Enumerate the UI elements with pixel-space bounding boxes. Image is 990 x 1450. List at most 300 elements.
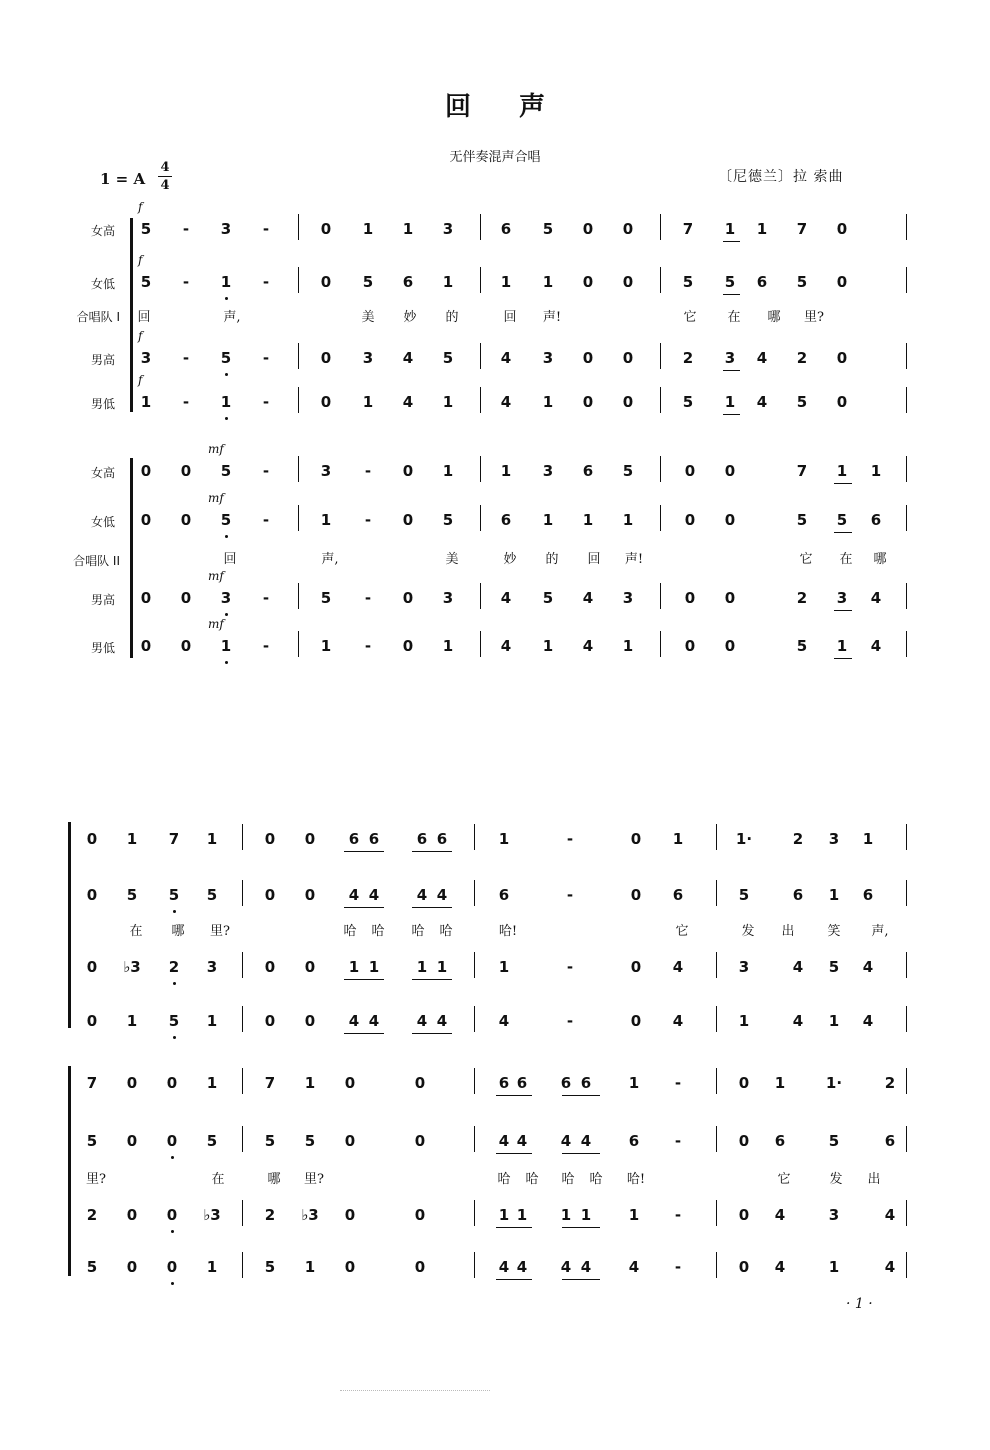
note: 0 bbox=[86, 830, 98, 848]
note: 1 bbox=[542, 273, 554, 291]
note: 1 bbox=[836, 637, 848, 655]
note: 4 bbox=[500, 393, 512, 411]
note: 1 bbox=[738, 1012, 750, 1030]
note: 0 bbox=[724, 462, 736, 480]
voice-label-a: 女低 bbox=[90, 515, 115, 529]
barline bbox=[906, 1200, 907, 1226]
beam-line bbox=[834, 658, 852, 659]
beam-line bbox=[412, 907, 452, 908]
note: 5 bbox=[442, 511, 454, 529]
note: - bbox=[262, 393, 270, 411]
barline bbox=[906, 214, 907, 240]
note: 5 bbox=[140, 273, 152, 291]
note: 4 bbox=[582, 637, 594, 655]
note: 6 bbox=[500, 511, 512, 529]
note: 4 bbox=[756, 349, 768, 367]
note: 0 bbox=[304, 886, 316, 904]
beam-line bbox=[412, 979, 452, 980]
lyric-syllable: 哈 bbox=[343, 924, 357, 939]
beam-line bbox=[723, 414, 740, 415]
note: 1 bbox=[416, 958, 428, 976]
lyric-syllable: 笑 bbox=[827, 924, 841, 939]
note: 0 bbox=[264, 830, 276, 848]
note: 4 bbox=[500, 589, 512, 607]
barline bbox=[474, 1006, 475, 1032]
note: 0 bbox=[414, 1074, 426, 1092]
note: 4 bbox=[348, 1012, 360, 1030]
lyric-syllable: 哪 bbox=[767, 310, 781, 325]
note: 3 bbox=[828, 830, 840, 848]
note: 1 bbox=[320, 511, 332, 529]
note: 1 bbox=[220, 393, 232, 411]
barline bbox=[660, 505, 661, 531]
beam-line bbox=[344, 851, 384, 852]
note: - bbox=[566, 958, 574, 976]
note: 5 bbox=[796, 511, 808, 529]
note: 4 bbox=[582, 589, 594, 607]
note: 1 bbox=[402, 220, 414, 238]
note: 6 bbox=[884, 1132, 896, 1150]
note: 0 bbox=[738, 1074, 750, 1092]
note: 0 bbox=[166, 1074, 178, 1092]
note: 4 bbox=[628, 1258, 640, 1276]
note: 0 bbox=[582, 220, 594, 238]
note: 4 bbox=[560, 1132, 572, 1150]
note: 0 bbox=[402, 637, 414, 655]
barline bbox=[906, 456, 907, 482]
note: 4 bbox=[368, 886, 380, 904]
note: 1 bbox=[836, 462, 848, 480]
note: 1 bbox=[206, 830, 218, 848]
octave-dot bbox=[171, 1230, 174, 1233]
note: 6 bbox=[436, 830, 448, 848]
note: 0 bbox=[126, 1132, 138, 1150]
barline bbox=[298, 505, 299, 531]
note: - bbox=[566, 830, 574, 848]
note: - bbox=[566, 886, 574, 904]
beam-line bbox=[412, 851, 452, 852]
barline bbox=[298, 214, 299, 240]
composer-credit: 〔尼德兰〕拉 索曲 bbox=[718, 169, 844, 185]
note: 0 bbox=[320, 393, 332, 411]
scan-artifact bbox=[340, 1390, 490, 1391]
dynamic-mark: mf bbox=[208, 491, 224, 505]
note: 1 bbox=[304, 1074, 316, 1092]
lyric-syllable: 里? bbox=[86, 1172, 106, 1187]
note: 4 bbox=[792, 958, 804, 976]
note: 1 bbox=[870, 462, 882, 480]
lyric-syllable: 它 bbox=[777, 1172, 791, 1187]
barline bbox=[906, 387, 907, 413]
beam-line bbox=[344, 907, 384, 908]
barline bbox=[716, 952, 717, 978]
note: 3 bbox=[442, 589, 454, 607]
note: 5 bbox=[86, 1258, 98, 1276]
beam-line bbox=[496, 1095, 532, 1096]
note: 6 bbox=[416, 830, 428, 848]
note: - bbox=[364, 511, 372, 529]
note: 6 bbox=[582, 462, 594, 480]
note: 4 bbox=[368, 1012, 380, 1030]
note: 5 bbox=[220, 462, 232, 480]
note: 1· bbox=[735, 830, 753, 848]
voice-label-a: 女低 bbox=[90, 277, 115, 291]
note: ♭3 bbox=[301, 1206, 319, 1224]
beam-line bbox=[562, 1153, 600, 1154]
note: 0 bbox=[582, 393, 594, 411]
note: 4 bbox=[774, 1206, 786, 1224]
barline bbox=[906, 267, 907, 293]
note: - bbox=[364, 637, 372, 655]
note: 7 bbox=[86, 1074, 98, 1092]
note: 2 bbox=[796, 349, 808, 367]
lyric-syllable: 哈 bbox=[561, 1172, 575, 1187]
lyric-syllable: 在 bbox=[211, 1172, 225, 1187]
dynamic-mark: f bbox=[138, 329, 143, 343]
beam-line bbox=[496, 1153, 532, 1154]
note: - bbox=[262, 349, 270, 367]
note: 1 bbox=[672, 830, 684, 848]
note: 1 bbox=[368, 958, 380, 976]
note: 1 bbox=[828, 1012, 840, 1030]
barline bbox=[474, 1068, 475, 1094]
beam-line bbox=[344, 979, 384, 980]
lyric-syllable: 声, bbox=[871, 924, 889, 939]
note: 3 bbox=[442, 220, 454, 238]
note: 5 bbox=[622, 462, 634, 480]
note: 0 bbox=[836, 220, 848, 238]
note: 5 bbox=[304, 1132, 316, 1150]
note: 1 bbox=[362, 393, 374, 411]
note: 5 bbox=[168, 886, 180, 904]
note: 0 bbox=[304, 830, 316, 848]
note: 0 bbox=[140, 589, 152, 607]
choir-label: 合唱队 II bbox=[73, 554, 120, 568]
note: 5 bbox=[724, 273, 736, 291]
note: 7 bbox=[796, 462, 808, 480]
barline bbox=[716, 1252, 717, 1278]
note: 1 bbox=[206, 1012, 218, 1030]
barline bbox=[906, 880, 907, 906]
note: 4 bbox=[672, 1012, 684, 1030]
note: 6 bbox=[628, 1132, 640, 1150]
note: 5 bbox=[442, 349, 454, 367]
note: 6 bbox=[498, 1074, 510, 1092]
note: 1 bbox=[774, 1074, 786, 1092]
note: 5 bbox=[220, 349, 232, 367]
note: - bbox=[182, 393, 190, 411]
note: 6 bbox=[368, 830, 380, 848]
note: 3 bbox=[320, 462, 332, 480]
note: 6 bbox=[348, 830, 360, 848]
lyric-syllable: 哈 bbox=[371, 924, 385, 939]
note: 0 bbox=[630, 958, 642, 976]
note: 7 bbox=[168, 830, 180, 848]
note: 4 bbox=[516, 1258, 528, 1276]
note: 1 bbox=[542, 393, 554, 411]
barline bbox=[298, 583, 299, 609]
barline bbox=[660, 583, 661, 609]
note: 5 bbox=[264, 1132, 276, 1150]
barline bbox=[906, 1126, 907, 1152]
beam-line bbox=[496, 1279, 532, 1280]
lyric-syllable: 它 bbox=[683, 310, 697, 325]
note: 0 bbox=[836, 393, 848, 411]
note: 4 bbox=[516, 1132, 528, 1150]
lyric-syllable: 回 bbox=[137, 310, 151, 325]
note: 6 bbox=[560, 1074, 572, 1092]
barline bbox=[298, 456, 299, 482]
note: 0 bbox=[630, 830, 642, 848]
note: 0 bbox=[304, 958, 316, 976]
note: 0 bbox=[402, 462, 414, 480]
lyric-syllable: 发 bbox=[741, 924, 755, 939]
note: ♭3 bbox=[203, 1206, 221, 1224]
note: - bbox=[262, 462, 270, 480]
note: 7 bbox=[796, 220, 808, 238]
note: 1 bbox=[126, 1012, 138, 1030]
note: 4 bbox=[498, 1132, 510, 1150]
note: 5 bbox=[220, 511, 232, 529]
note: 0 bbox=[166, 1206, 178, 1224]
lyric-syllable: 声, bbox=[321, 552, 339, 567]
note: 5 bbox=[168, 1012, 180, 1030]
lyric-syllable: 在 bbox=[727, 310, 741, 325]
barline bbox=[242, 1200, 243, 1226]
note: 1 bbox=[436, 958, 448, 976]
lyric-syllable: 回 bbox=[587, 552, 601, 567]
note: 1 bbox=[628, 1074, 640, 1092]
barline bbox=[298, 343, 299, 369]
note: 0 bbox=[724, 637, 736, 655]
lyric-syllable: 在 bbox=[839, 552, 853, 567]
note: 6 bbox=[672, 886, 684, 904]
note: 2 bbox=[792, 830, 804, 848]
note: - bbox=[182, 220, 190, 238]
note: 5 bbox=[126, 886, 138, 904]
note: 0 bbox=[320, 349, 332, 367]
lyric-syllable: 妙 bbox=[403, 310, 417, 325]
octave-dot bbox=[225, 613, 228, 616]
note: 0 bbox=[126, 1206, 138, 1224]
note: 0 bbox=[738, 1206, 750, 1224]
barline bbox=[660, 267, 661, 293]
note: 1 bbox=[724, 393, 736, 411]
lyric-syllable: 在 bbox=[129, 924, 143, 939]
note: - bbox=[566, 1012, 574, 1030]
note: 4 bbox=[870, 589, 882, 607]
note: 4 bbox=[500, 349, 512, 367]
system-bracket bbox=[68, 822, 71, 1028]
note: 2 bbox=[796, 589, 808, 607]
note: 1 bbox=[542, 637, 554, 655]
beam-line bbox=[562, 1095, 600, 1096]
lyric-syllable: 回 bbox=[503, 310, 517, 325]
barline bbox=[242, 1252, 243, 1278]
note: 1 bbox=[498, 958, 510, 976]
note: 0 bbox=[140, 637, 152, 655]
beam-line bbox=[723, 241, 740, 242]
note: 0 bbox=[684, 589, 696, 607]
note: 0 bbox=[630, 886, 642, 904]
note: 1· bbox=[825, 1074, 843, 1092]
note: 0 bbox=[344, 1206, 356, 1224]
barline bbox=[242, 824, 243, 850]
beam-line bbox=[562, 1279, 600, 1280]
barline bbox=[242, 880, 243, 906]
note: 0 bbox=[264, 1012, 276, 1030]
dynamic-mark: mf bbox=[208, 442, 224, 456]
note: 0 bbox=[836, 349, 848, 367]
lyric-syllable: 它 bbox=[799, 552, 813, 567]
lyric-syllable: 哈! bbox=[626, 1172, 646, 1187]
barline bbox=[906, 824, 907, 850]
barline bbox=[474, 1126, 475, 1152]
note: 1 bbox=[622, 637, 634, 655]
note: 7 bbox=[682, 220, 694, 238]
note: 0 bbox=[264, 886, 276, 904]
note: 5 bbox=[542, 589, 554, 607]
note: - bbox=[674, 1258, 682, 1276]
note: 1 bbox=[500, 462, 512, 480]
voice-label-t: 男高 bbox=[90, 593, 115, 607]
note: 2 bbox=[884, 1074, 896, 1092]
song-title: 回 声 bbox=[444, 92, 545, 122]
note: 0 bbox=[414, 1132, 426, 1150]
lyric-syllable: 里? bbox=[210, 924, 230, 939]
lyric-syllable: 哪 bbox=[267, 1172, 281, 1187]
note: 5 bbox=[362, 273, 374, 291]
voice-label-s: 女高 bbox=[90, 224, 115, 238]
note: 1 bbox=[622, 511, 634, 529]
barline bbox=[474, 1252, 475, 1278]
note: 6 bbox=[402, 273, 414, 291]
note: 5 bbox=[264, 1258, 276, 1276]
note: - bbox=[182, 273, 190, 291]
note: 0 bbox=[166, 1132, 178, 1150]
note: 3 bbox=[738, 958, 750, 976]
barline bbox=[716, 1068, 717, 1094]
barline bbox=[474, 824, 475, 850]
note: 4 bbox=[862, 958, 874, 976]
time-signature: 4 4 bbox=[158, 160, 172, 193]
octave-dot bbox=[171, 1156, 174, 1159]
page-number: · 1 · bbox=[846, 1296, 873, 1312]
barline bbox=[298, 631, 299, 657]
note: 0 bbox=[724, 511, 736, 529]
note: 6 bbox=[862, 886, 874, 904]
note: 5 bbox=[828, 958, 840, 976]
lyric-syllable: 的 bbox=[445, 310, 459, 325]
note: 4 bbox=[580, 1132, 592, 1150]
barline bbox=[906, 505, 907, 531]
octave-dot bbox=[173, 910, 176, 913]
note: 0 bbox=[344, 1258, 356, 1276]
note: - bbox=[262, 589, 270, 607]
note: - bbox=[262, 273, 270, 291]
note: 1 bbox=[140, 393, 152, 411]
note: 4 bbox=[756, 393, 768, 411]
note: 1 bbox=[828, 1258, 840, 1276]
note: - bbox=[262, 511, 270, 529]
note: 0 bbox=[180, 511, 192, 529]
system-bracket bbox=[68, 1066, 71, 1276]
note: 0 bbox=[582, 349, 594, 367]
note: 4 bbox=[560, 1258, 572, 1276]
system-bracket bbox=[130, 458, 133, 658]
note: 6 bbox=[774, 1132, 786, 1150]
note: - bbox=[364, 462, 372, 480]
note: 0 bbox=[402, 511, 414, 529]
lyric-syllable: 哈 bbox=[589, 1172, 603, 1187]
note: 3 bbox=[140, 349, 152, 367]
barline bbox=[480, 631, 481, 657]
barline bbox=[480, 267, 481, 293]
lyric-syllable: 美 bbox=[445, 552, 459, 567]
note: 5 bbox=[682, 273, 694, 291]
note: 4 bbox=[580, 1258, 592, 1276]
dynamic-mark: mf bbox=[208, 617, 224, 631]
note: 0 bbox=[304, 1012, 316, 1030]
note: 0 bbox=[166, 1258, 178, 1276]
note: 3 bbox=[542, 462, 554, 480]
note: 0 bbox=[126, 1074, 138, 1092]
note: 4 bbox=[498, 1012, 510, 1030]
note: 4 bbox=[500, 637, 512, 655]
note: 6 bbox=[580, 1074, 592, 1092]
barline bbox=[716, 1006, 717, 1032]
lyric-syllable: 出 bbox=[867, 1172, 881, 1187]
note: 0 bbox=[622, 220, 634, 238]
note: 1 bbox=[500, 273, 512, 291]
note: 1 bbox=[362, 220, 374, 238]
note: - bbox=[674, 1074, 682, 1092]
note: 4 bbox=[416, 886, 428, 904]
barline bbox=[480, 583, 481, 609]
beam-line bbox=[412, 1033, 452, 1034]
octave-dot bbox=[225, 297, 228, 300]
barline bbox=[906, 583, 907, 609]
note: - bbox=[262, 220, 270, 238]
note: 0 bbox=[180, 589, 192, 607]
lyric-syllable: 回 bbox=[223, 552, 237, 567]
note: 4 bbox=[402, 349, 414, 367]
lyric-syllable: 哈 bbox=[439, 924, 453, 939]
barline bbox=[242, 952, 243, 978]
octave-dot bbox=[225, 417, 228, 420]
note: 4 bbox=[884, 1258, 896, 1276]
lyric-syllable: 发 bbox=[829, 1172, 843, 1187]
note: 0 bbox=[622, 393, 634, 411]
voice-label-b: 男低 bbox=[90, 641, 115, 655]
note: 6 bbox=[500, 220, 512, 238]
barline bbox=[906, 631, 907, 657]
note: 2 bbox=[86, 1206, 98, 1224]
note: 1 bbox=[442, 637, 454, 655]
barline bbox=[660, 456, 661, 482]
note: 3 bbox=[836, 589, 848, 607]
dynamic-mark: f bbox=[138, 253, 143, 267]
note: 0 bbox=[630, 1012, 642, 1030]
note: 4 bbox=[436, 1012, 448, 1030]
subtitle: 无伴奏混声合唱 bbox=[449, 150, 541, 165]
note: 1 bbox=[724, 220, 736, 238]
note: 1 bbox=[756, 220, 768, 238]
note: 0 bbox=[86, 958, 98, 976]
barline bbox=[480, 343, 481, 369]
note: 6 bbox=[870, 511, 882, 529]
lyric-syllable: 哈 bbox=[525, 1172, 539, 1187]
